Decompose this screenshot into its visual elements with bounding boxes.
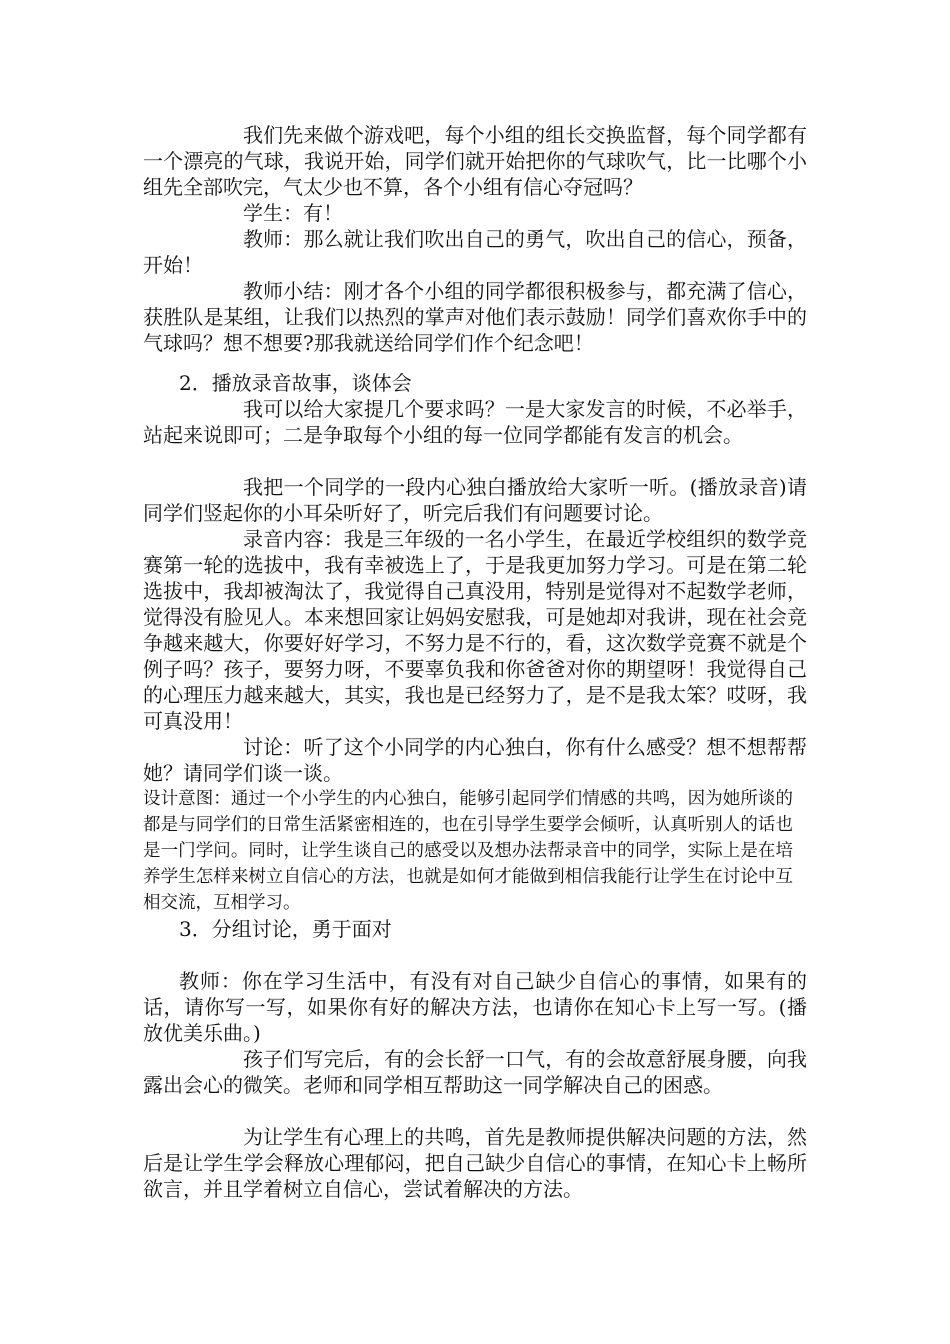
paragraph-teacher-writing: 教师：你在学习生活中，有没有对自己缺少自信心的事情，如果有的话，请你写一写，如果你有好的解决方法，也请你在知心卡上写一写。(播放优美乐曲。) — [143, 969, 807, 1045]
paragraph-recording-content: 录音内容：我是三年级的一名小学生，在最近学校组织的数学竞赛第一轮的选拔中，我有幸被选上了，于是我更加努力学习。可是在第二轮选拔中，我却被淘汰了，我觉得自己真没用，特别是觉得对不起数学老师，觉得没有脸见人。本来想回家让妈妈安慰我，可是她却对我讲，现在社会竞争越来越大，你要好好学习，不努力是不行的，看，这次数学竞赛不就是个例子吗？孩子，要努力呀，不要辜负我和你爸爸对你的期望呀！我觉得自己的心理压力越来越大，其实，我也是已经努力了，是不是我太笨？哎呀，我可真没用！ — [143, 527, 807, 733]
design-intent: 设计意图：通过一个小学生的内心独白，能够引起同学们情感的共鸣，因为她所谈的都是与同学们的日常生活紧密相连的，也在引导学生要学会倾听，认真听别人的话也是一门学问。同时，让学生谈自己的感受以及想办法帮录音中的同学，实际上是在培养学生怎样来树立自信心的方法，也就是如何才能做到相信我能行让学生在讨论中互相交流，互相学习。 — [143, 789, 793, 913]
paragraph-children-finish: 孩子们写完后，有的会长舒一口气，有的会故意舒展身腰，向我露出会心的微笑。老师和同学相互帮助这一同学解决自己的困惑。 — [143, 1047, 807, 1097]
paragraph-discussion: 讨论：听了这个小同学的内心独白，你有什么感受？想不想帮帮她？请同学们谈一谈。 — [143, 735, 807, 785]
paragraph-requirements: 我可以给大家提几个要求吗？一是大家发言的时候，不必举手，站起来说即可；二是争取每个小组的每一位同学都能有发言的机会。 — [143, 397, 807, 447]
paragraph-teacher-summary: 教师小结：刚才各个小组的同学都很积极参与，都充满了信心，获胜队是某组，让我们以热烈的掌声对他们表示鼓励！同学们喜欢你手中的气球吗？想不想要?那我就送给同学们作个纪念吧！ — [143, 279, 807, 355]
paragraph-student-reply: 学生：有！ — [243, 201, 343, 225]
paragraph-play-recording: 我把一个同学的一段内心独白播放给大家听一听。(播放录音)请同学们竖起你的小耳朵听好了，听完后我们有问题要讨论。 — [143, 475, 807, 525]
paragraph-design-resonance: 为让学生有心理上的共鸣，首先是教师提供解决问题的方法，然后是让学生学会释放心理郁闷，把自己缺少自信心的事情，在知心卡上畅所欲言，并且学着树立自信心，尝试着解决的方法。 — [143, 1125, 807, 1201]
section-heading-3: 3．分组讨论，勇于面对 — [179, 917, 392, 941]
paragraph-teacher-start: 教师：那么就让我们吹出自己的勇气，吹出自己的信心，预备，开始！ — [143, 227, 807, 277]
paragraph-game-intro: 我们先来做个游戏吧，每个小组的组长交换监督，每个同学都有一个漂亮的气球，我说开始，同学们就开始把你的气球吹气，比一比哪个小组先全部吹完，气太少也不算，各个小组有信心夺冠吗？ — [143, 123, 807, 199]
section-heading-2: 2．播放录音故事，谈体会 — [179, 371, 412, 395]
